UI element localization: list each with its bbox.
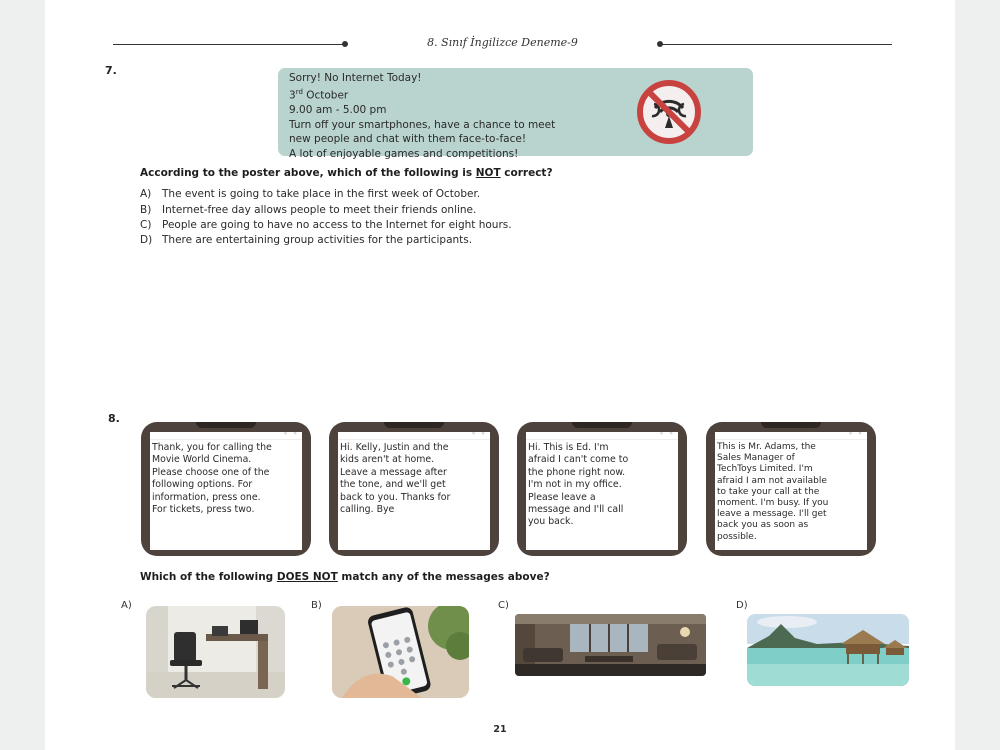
choice-c-letter: C) [498, 600, 509, 611]
option-7c[interactable]: C) People are going to have no access to the Internet for eight hours. [140, 219, 512, 231]
exam-page [45, 0, 955, 750]
header-rule-right [660, 44, 892, 45]
phone-4-text: This is Mr. Adams, the Sales Manager of TechToys Limited. I'm afraid I am not available to take your call at the moment. I'm busy. If you leave a message. I'll get back you as soon as possible. [717, 442, 829, 542]
phone-message-3: ⋄ ⋄ Hi. This is Ed. I'm afraid I can't come to the phone right now. I'm not in my office. Please leave a message and I'll call you back. [517, 422, 687, 556]
phone-message-1: ⋄ ⋄ Thank, you for calling the Movie World Cinema. Please choose one of the following options. For information, press one. For tickets, press two. [141, 422, 311, 556]
option-7a[interactable]: A) The event is going to take place in the first week of October. [140, 188, 481, 200]
header-title: 8. Sınıf İngilizce Deneme-9 [427, 36, 578, 49]
tropical-bungalow-photo[interactable] [747, 614, 909, 686]
phone-message-4: ⋄ ⋄ This is Mr. Adams, the Sales Manager of TechToys Limited. I'm afraid I am not available to take your call at the moment. I'm busy. If you leave a message. I'll get back you as soon as possible. [706, 422, 876, 556]
phone-dialpad-photo[interactable] [332, 606, 469, 698]
living-room-photo[interactable] [515, 614, 706, 676]
option-7b[interactable]: B) Internet-free day allows people to meet their friends online. [140, 204, 477, 216]
question-7-prompt: According to the poster above, which of the following is NOT correct? [140, 167, 553, 179]
choice-a-letter: A) [121, 600, 132, 611]
poster-line-4: Turn off your smartphones, have a chance to meet [289, 118, 556, 131]
no-internet-poster [278, 68, 753, 160]
poster-line-6: A lot of enjoyable games and competitions! [289, 147, 519, 160]
poster-time: 9.00 am - 5.00 pm [289, 104, 387, 117]
phone-message-2: ⋄ ⋄ Hi. Kelly, Justin and the kids aren't at home. Leave a message after the tone, and we'll get back to you. Thanks for calling. Bye [329, 422, 499, 556]
phone-3-text: Hi. This is Ed. I'm afraid I can't come to the phone right now. I'm not in my office. Please leave a message and I'll call you back. [528, 442, 629, 528]
question-8-number: 8. [108, 412, 120, 425]
page-number: 21 [493, 724, 507, 735]
question-8-prompt: Which of the following DOES NOT match any of the messages above? [140, 571, 550, 583]
no-wifi-icon [635, 78, 703, 146]
phone-1-text: Thank, you for calling the Movie World Cinema. Please choose one of the following options. For information, press one. For tickets, press two. [152, 442, 272, 516]
choice-b-letter: B) [311, 600, 322, 611]
choice-d-letter: D) [736, 600, 748, 611]
option-7d[interactable]: D) There are entertaining group activities for the participants. [140, 234, 473, 246]
header-rule-left [113, 44, 345, 45]
poster-date: 3rd October [289, 88, 349, 102]
question-7-number: 7. [105, 64, 117, 77]
office-desk-photo[interactable] [146, 606, 285, 698]
poster-text [289, 71, 555, 161]
poster-headline: Sorry! No Internet Today! [289, 72, 422, 84]
phone-2-text: Hi. Kelly, Justin and the kids aren't at home. Leave a message after the tone, and we'll get back to you. Thanks for calling. Bye [340, 442, 451, 516]
poster-line-5: new people and chat with them face-to-face! [289, 133, 527, 146]
